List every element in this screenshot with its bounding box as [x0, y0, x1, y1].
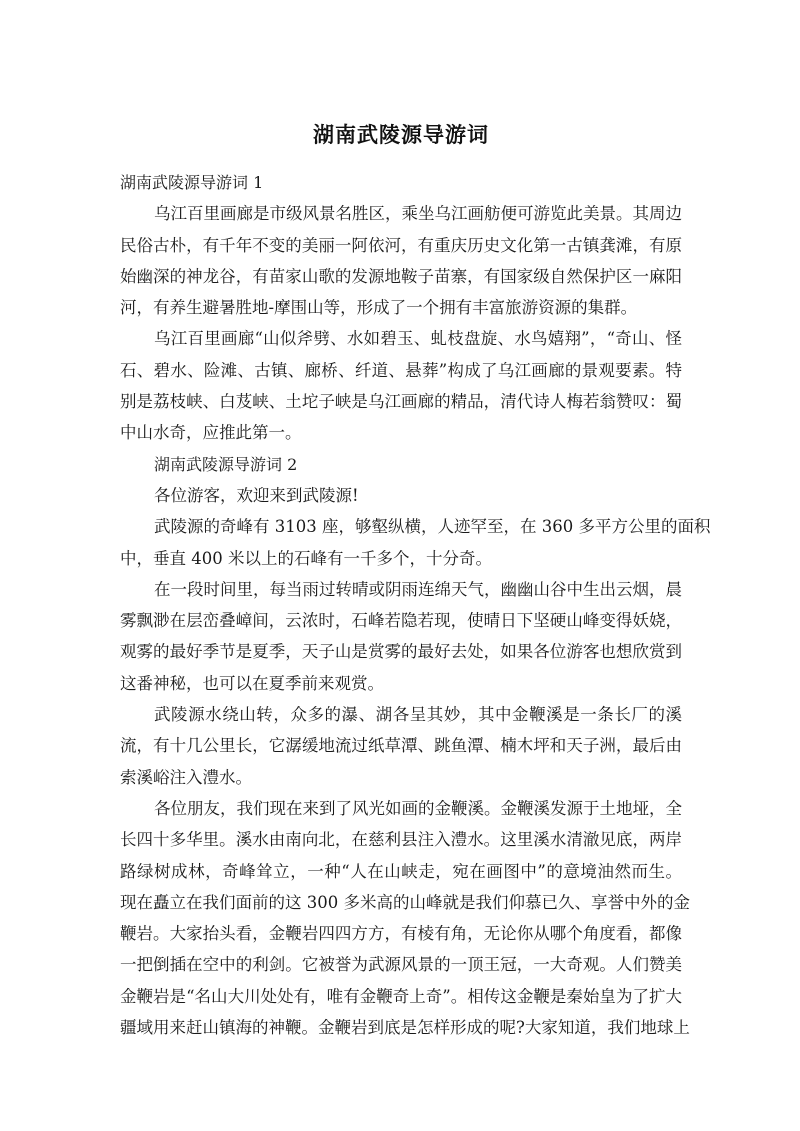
paragraph-line: 索溪峪注入澧水。 — [120, 767, 252, 787]
paragraph-line: 各位朋友，我们现在来到了风光如画的金鞭溪。金鞭溪发源于土地垭，全 — [154, 798, 682, 818]
paragraph-line: 中，垂直 400 米以上的石峰有一千多个，十分奇。 — [120, 548, 492, 568]
paragraph-line: 疆域用来赶山镇海的神鞭。金鞭岩到底是怎样形成的呢?大家知道，我们地球上 — [120, 1018, 690, 1038]
paragraph-line: 石、碧水、险滩、古镇、廊桥、纤道、悬葬”构成了乌江画廊的景观要素。特 — [120, 360, 682, 380]
paragraph-line: 始幽深的神龙谷，有苗家山歌的发源地鞍子苗寨，有国家级自然保护区一麻阳 — [120, 266, 682, 286]
paragraph-line: 中山水奇，应推此第一。 — [120, 423, 302, 443]
paragraph-line: 现在矗立在我们面前的这 300 多米高的山峰就是我们仰慕已久、享誉中外的金 — [120, 892, 690, 912]
paragraph-line: 观雾的最好季节是夏季，天子山是赏雾的最好去处，如果各位游客也想欣赏到 — [120, 642, 682, 662]
paragraph-line: 长四十多华里。溪水由南向北，在慈利县注入澧水。这里溪水清澈见底，两岸 — [120, 830, 682, 850]
section-heading: 湖南武陵源导游词 2 — [154, 454, 298, 474]
paragraph-line: 路绿树成林，奇峰耸立，一种“人在山峡走，宛在画图中”的意境油然而生。 — [120, 861, 682, 881]
paragraph-line: 鞭岩。大家抬头看，金鞭岩四四方方，有棱有角，无论你从哪个角度看，都像 — [120, 924, 682, 944]
paragraph-line: 金鞭岩是“名山大川处处有，唯有金鞭奇上奇”。相传这金鞭是秦始皇为了扩大 — [120, 986, 682, 1006]
paragraph-line: 武陵源水绕山转，众多的瀑、湖各呈其妙，其中金鞭溪是一条长厂的溪 — [154, 705, 682, 725]
paragraph-line: 武陵源的奇峰有 3103 座，够壑纵横，人迹罕至，在 360 多平方公里的面积 — [154, 517, 711, 537]
paragraph-line: 雾飘渺在层峦叠嶂间，云浓时，石峰若隐若现，使晴日下坚硬山峰变得妖娆， — [120, 611, 682, 631]
paragraph-line: 在一段时间里，每当雨过转晴或阴雨连绵天气，幽幽山谷中生出云烟，晨 — [154, 579, 682, 599]
section-heading: 湖南武陵源导游词 1 — [120, 173, 264, 192]
paragraph-line: 别是荔枝峡、白芨峡、土坨子峡是乌江画廊的精品，清代诗人梅若翁赞叹：蜀 — [120, 392, 682, 412]
paragraph-line: 各位游客，欢迎来到武陵源! — [154, 485, 359, 505]
document-body — [120, 167, 711, 1043]
document-title: 湖南武陵源导游词 — [313, 123, 489, 147]
paragraph-line: 乌江百里画廊是市级风景名胜区，乘坐乌江画舫便可游览此美景。其周边 — [154, 204, 682, 224]
paragraph-line: 流，有十几公里长，它潺缓地流过纸草潭、跳鱼潭、楠木坪和天子洲，最后由 — [120, 736, 682, 756]
paragraph-line: 民俗古朴，有千年不变的美丽一阿依河，有重庆历史文化第一古镇龚滩，有原 — [120, 235, 682, 255]
paragraph-line: 这番神秘，也可以在夏季前来观赏。 — [120, 673, 384, 693]
paragraph-line: 乌江百里画廊“山似斧劈、水如碧玉、虬枝盘旋、水鸟嬉翔”，“奇山、怪 — [154, 329, 682, 349]
paragraph-line: 一把倒插在空中的利剑。它被誉为武源风景的一顶王冠，一大奇观。人们赞美 — [120, 955, 682, 975]
paragraph-line: 河，有养生避暑胜地-摩围山等，形成了一个拥有丰富旅游资源的集群。 — [120, 298, 638, 318]
